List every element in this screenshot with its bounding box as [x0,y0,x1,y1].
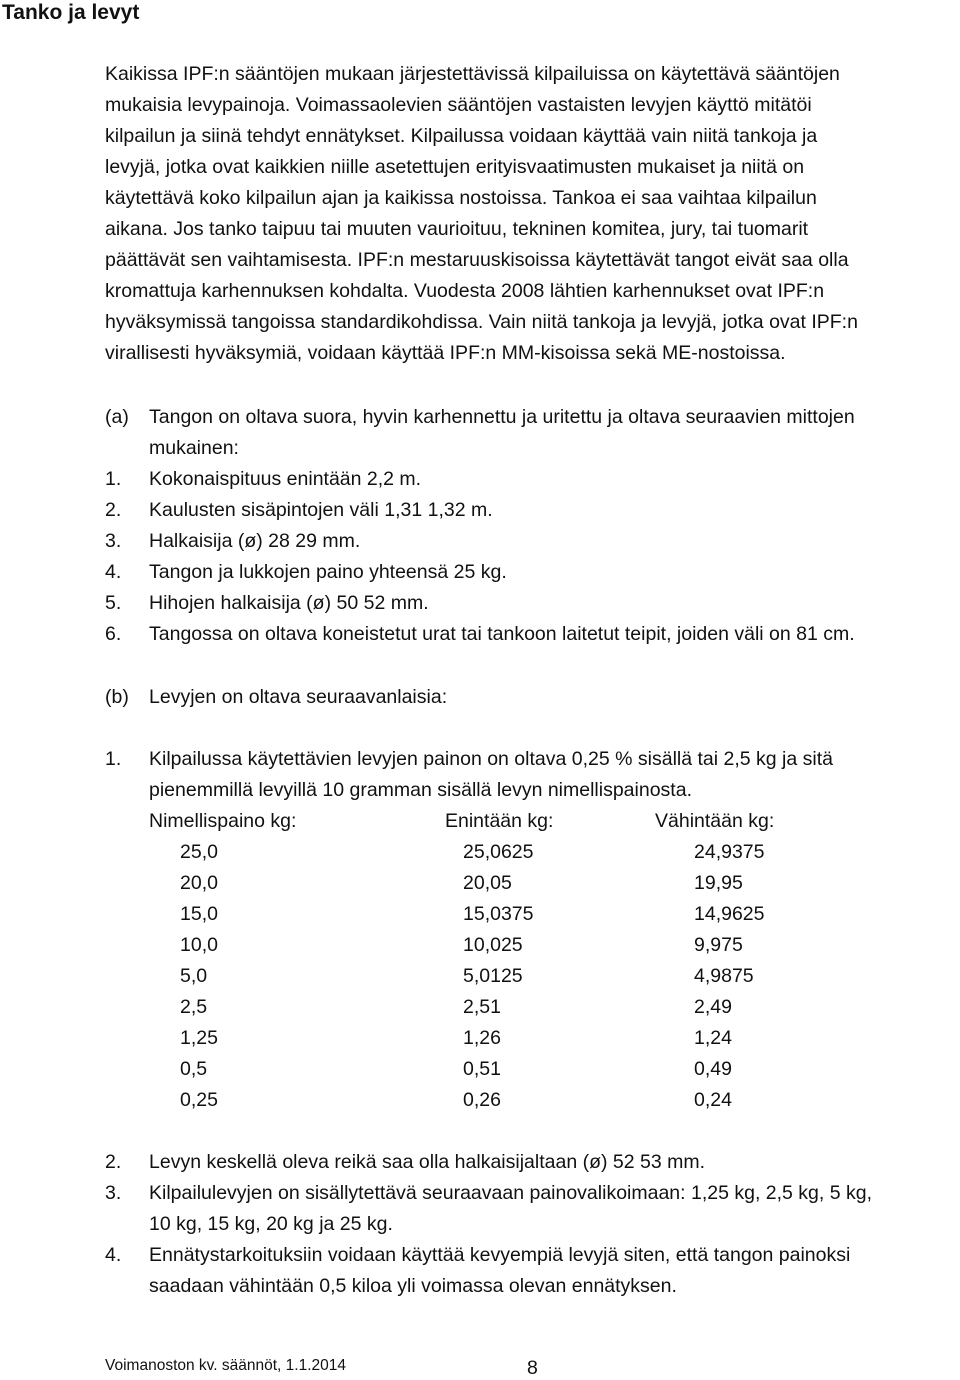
list-item-text-line: Kilpailussa käytettävien levyjen painon on oltava 0,25 % sisällä tai 2,5 kg ja sitä [149,748,833,770]
list-item-number: 3. [105,1182,122,1204]
list-item-number: 3. [105,530,122,552]
table-cell-min: 4,9875 [694,965,754,987]
list-item-number: 1. [105,468,122,490]
table-cell-max: 1,26 [463,1027,501,1049]
table-cell-max: 20,05 [463,872,512,894]
table-header-nominal: Nimellispaino kg: [149,810,297,832]
intro-line: hyväksymissä tangoissa standardikohdissa. Vain niitä tankoja ja levyjä, jotka ovat IPF:n [105,311,858,333]
intro-line: käytettävä koko kilpailun ajan ja kaikissa nostoissa. Tankoa ei saa vaihtaa kilpailun [105,187,817,209]
list-item-number: 4. [105,561,122,583]
list-item-text: Tangon ja lukkojen paino yhteensä 25 kg. [149,561,507,583]
intro-line: Kaikissa IPF:n sääntöjen mukaan järjestettävissä kilpailuissa on käytettävä sääntöjen [105,63,840,85]
table-header-min: Vähintään kg: [655,810,775,832]
table-cell-max: 15,0375 [463,903,534,925]
table-cell-nominal: 10,0 [180,934,218,956]
list-item-text-line: 10 kg, 15 kg, 20 kg ja 25 kg. [149,1213,393,1235]
table-cell-min: 0,24 [694,1089,732,1111]
list-item-text-line: Kilpailulevyjen on sisällytettävä seuraavaan painovalikoimaan: 1,25 kg, 2,5 kg, 5 kg, [149,1182,873,1204]
table-header-max: Enintään kg: [445,810,554,832]
list-item-text-line: Levyn keskellä oleva reikä saa olla halkaisijaltaan (ø) 52 53 mm. [149,1151,706,1173]
list-item-number: 4. [105,1244,122,1266]
table-cell-max: 10,025 [463,934,523,956]
list-item-text: Hihojen halkaisija (ø) 50 52 mm. [149,592,429,614]
table-cell-nominal: 25,0 [180,841,218,863]
list-item-text: Halkaisija (ø) 28 29 mm. [149,530,361,552]
section-a-text-line: Tangon on oltava suora, hyvin karhennettu ja uritettu ja oltava seuraavien mittojen [149,406,855,428]
intro-line: kilpailun ja siinä tehdyt ennätykset. Kilpailussa voidaan käyttää vain niitä tankoja ja [105,125,818,147]
footer-source: Voimanoston kv. säännöt, 1.1.2014 [105,1357,346,1374]
intro-line: päättävät sen vaihtamisesta. IPF:n mestaruuskisoissa käytettävät tangot eivät saa olla [105,249,849,271]
table-cell-min: 0,49 [694,1058,732,1080]
table-cell-max: 0,51 [463,1058,501,1080]
list-item-number: 1. [105,748,122,770]
table-cell-min: 19,95 [694,872,743,894]
table-cell-nominal: 2,5 [180,996,208,1018]
list-item-text-line: Ennätystarkoituksiin voidaan käyttää kevyempiä levyjä siten, että tangon painoksi [149,1244,851,1266]
table-cell-max: 5,0125 [463,965,523,987]
intro-line: aikana. Jos tanko taipuu tai muuten vaurioituu, tekninen komitea, jury, tai tuomarit [105,218,809,240]
list-item-number: 2. [105,1151,122,1173]
table-cell-min: 14,9625 [694,903,765,925]
table-cell-nominal: 1,25 [180,1027,218,1049]
section-a-text-line: mukainen: [149,437,239,459]
table-cell-nominal: 15,0 [180,903,218,925]
list-item-text-line: pienemmillä levyillä 10 gramman sisällä levyn nimellispainosta. [149,779,692,801]
table-cell-min: 24,9375 [694,841,765,863]
intro-line: mukaisia levypainoja. Voimassaolevien sääntöjen vastaisten levyjen käyttö mitätöi [105,94,812,116]
table-cell-min: 2,49 [694,996,732,1018]
list-item-text: Kokonaispituus enintään 2,2 m. [149,468,422,490]
list-item-text-line: saadaan vähintään 0,5 kiloa yli voimassa olevan ennätyksen. [149,1275,677,1297]
list-item-text: Kaulusten sisäpintojen väli 1,31 1,32 m. [149,499,493,521]
table-cell-max: 0,26 [463,1089,501,1111]
intro-line: kromattuja karhennuksen kohdalta. Vuodesta 2008 lähtien karhennukset ovat IPF:n [105,280,825,302]
intro-line: levyjä, jotka ovat kaikkien niille asetettujen erityisvaatimusten mukaiset ja niitä on [105,156,805,178]
list-item-text: Tangossa on oltava koneistetut urat tai tankoon laitetut teipit, joiden väli on 81 cm. [149,623,855,645]
table-cell-max: 2,51 [463,996,501,1018]
intro-line: virallisesti hyväksymiä, voidaan käyttää IPF:n MM-kisoissa sekä ME-nostoissa. [105,342,786,364]
table-cell-max: 25,0625 [463,841,534,863]
page-heading: Tanko ja levyt [2,1,140,24]
section-a-marker: (a) [105,406,129,428]
page-number: 8 [527,1357,538,1379]
list-item-number: 5. [105,592,122,614]
table-cell-min: 1,24 [694,1027,732,1049]
section-b-marker: (b) [105,686,129,708]
table-cell-min: 9,975 [694,934,743,956]
table-cell-nominal: 20,0 [180,872,218,894]
table-cell-nominal: 0,5 [180,1058,208,1080]
table-cell-nominal: 5,0 [180,965,208,987]
table-cell-nominal: 0,25 [180,1089,218,1111]
list-item-number: 6. [105,623,122,645]
list-item-number: 2. [105,499,122,521]
section-b-text: Levyjen on oltava seuraavanlaisia: [149,686,448,708]
